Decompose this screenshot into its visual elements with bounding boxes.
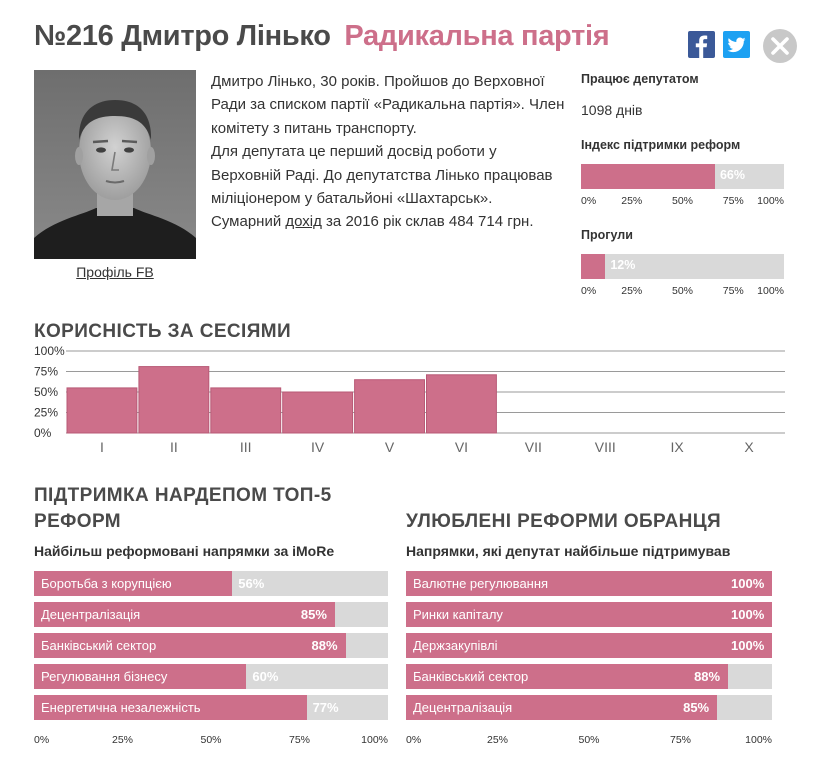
session-label: V: [384, 439, 395, 455]
axis-tick: 25%: [486, 734, 509, 746]
portrait-image: [34, 70, 196, 259]
session-label: IV: [311, 439, 325, 455]
absence-axis: [581, 285, 784, 299]
close-icon: [763, 29, 797, 63]
twitter-share-button[interactable]: [723, 31, 750, 58]
axis-tick: 75%: [669, 734, 692, 746]
top5-title: ПІДТРИМКА НАРДЕПОМ ТОП-5 РЕФОРМ: [34, 485, 332, 532]
axis-tick: 0%: [406, 734, 422, 746]
axis-tick: 25%: [111, 734, 134, 746]
income-suffix: за 2016 рік склав 484 714 грн.: [321, 213, 534, 231]
axis-tick: 75%: [722, 195, 744, 207]
reform-bar[interactable]: [34, 695, 388, 720]
session-bar[interactable]: [355, 380, 425, 433]
session-bar[interactable]: [283, 392, 353, 433]
axis-tick: 0%: [581, 285, 597, 297]
reform-bar-value: 56%: [238, 576, 265, 591]
session-label: VII: [524, 439, 542, 455]
session-label: IX: [670, 439, 684, 455]
absence-value: 12%: [610, 258, 636, 272]
deputy-name: Дмитро Лінько: [121, 20, 331, 52]
reform-bar-label: Валютне регулювання: [413, 576, 549, 591]
axis-tick: 100%: [757, 195, 784, 207]
reform-bar-value: 100%: [731, 638, 765, 653]
bio-paragraph: Дмитро Лінько, 30 років. Пройшов до Верховної Ради за списком партії «Радикальна партія». Член комітету з питань транспорту.: [211, 73, 565, 137]
reform-bar-label: Боротьба з корупцією: [41, 576, 172, 591]
absence-bar: [581, 254, 784, 279]
reform-index-fill: [581, 164, 715, 189]
reform-bar-value: 60%: [252, 669, 279, 684]
axis-tick: 0%: [34, 734, 50, 746]
y-tick-label: 25%: [34, 405, 59, 420]
reform-bar-value: 100%: [731, 576, 765, 591]
axis-tick: 50%: [200, 734, 222, 746]
reform-bar-label: Ринки капіталу: [413, 607, 503, 622]
session-bar[interactable]: [139, 367, 209, 433]
axis-tick: 75%: [288, 734, 311, 746]
facebook-icon: [688, 31, 715, 58]
reform-bar-value: 88%: [694, 669, 721, 684]
axis-tick: 0%: [581, 195, 597, 207]
session-bar[interactable]: [211, 388, 281, 433]
reform-bar[interactable]: [34, 571, 388, 596]
session-bar[interactable]: [427, 375, 497, 433]
axis-tick: 25%: [621, 195, 643, 207]
absence-label: Прогули: [581, 228, 633, 242]
reform-bar-value: 100%: [731, 607, 765, 622]
tenure-value: 1098 днів: [581, 102, 643, 118]
favorites-subtitle: Напрямки, які депутат найбільше підтримував: [406, 543, 731, 559]
income-link[interactable]: дохід: [285, 213, 322, 231]
reform-bar[interactable]: [34, 602, 388, 627]
reform-bar[interactable]: [406, 571, 772, 596]
reform-bar-value: 85%: [300, 607, 327, 622]
reform-bar-value: 85%: [683, 700, 710, 715]
favorites-axis: [406, 734, 772, 748]
bio-paragraph: Для депутата це перший досвід роботи у Верховній Раді. До депутатства Лінько працював міліціонером у батальйоні «Шахтарськ».: [211, 143, 553, 208]
sessions-title: КОРИСНІСТЬ ЗА СЕСІЯМИ: [34, 321, 292, 342]
absence-fill: [581, 254, 605, 279]
session-bar[interactable]: [67, 388, 137, 433]
facebook-share-button[interactable]: [688, 31, 715, 58]
top5-axis: [34, 734, 388, 748]
party-name: Радикальна партія: [344, 20, 610, 52]
top5-subtitle: Найбільш реформовані напрямки за iMoRe: [34, 543, 335, 559]
reform-index-label: Індекс підтримки реформ: [581, 138, 741, 152]
session-label: VIII: [594, 439, 616, 455]
reform-bar[interactable]: [406, 664, 772, 689]
twitter-icon: [723, 31, 750, 58]
axis-tick: 25%: [621, 285, 643, 297]
deputy-number: №216: [34, 20, 114, 52]
close-button[interactable]: [763, 29, 797, 63]
axis-tick: 50%: [671, 285, 694, 297]
session-label: III: [239, 439, 252, 455]
reform-index-bar: [581, 164, 784, 189]
reform-bar-label: Децентралізація: [413, 700, 513, 715]
reform-bar-label: Держзакупівлі: [413, 638, 498, 653]
reform-bar[interactable]: [406, 695, 772, 720]
reform-bar[interactable]: [34, 664, 388, 689]
y-tick-label: 50%: [34, 385, 59, 399]
income-paragraph: [211, 210, 567, 233]
axis-tick: 100%: [745, 734, 772, 746]
reform-bar[interactable]: [406, 633, 772, 658]
deputy-bio: [211, 70, 567, 234]
session-label: VI: [454, 439, 469, 455]
axis-tick: 100%: [757, 285, 784, 297]
axis-tick: 100%: [361, 734, 388, 746]
session-label: I: [100, 439, 104, 455]
y-tick-label: 100%: [34, 344, 65, 358]
axis-tick: 75%: [722, 285, 744, 297]
reform-index-value: 66%: [719, 168, 745, 182]
sessions-chart: [30, 344, 790, 458]
session-label: X: [744, 439, 754, 455]
reform-bar-value: 88%: [311, 638, 338, 653]
reform-bar-label: Банківський сектор: [41, 638, 157, 653]
reform-bar-label: Децентралізація: [41, 607, 141, 622]
session-label: II: [169, 439, 178, 455]
page-title: [34, 20, 609, 53]
facebook-profile-link[interactable]: Профіль FB: [76, 264, 154, 280]
reform-bar-label: Регулювання бізнесу: [41, 669, 168, 684]
axis-tick: 50%: [578, 734, 600, 746]
favorites-title: УЛЮБЛЕНІ РЕФОРМИ ОБРАНЦЯ: [406, 511, 722, 532]
y-tick-label: 0%: [34, 426, 52, 440]
deputy-photo: [34, 70, 196, 259]
reform-bar[interactable]: [34, 633, 388, 658]
reform-bar-value: 77%: [312, 700, 339, 715]
axis-tick: 50%: [671, 195, 694, 207]
tenure-label: Працює депутатом: [581, 72, 699, 86]
y-tick-label: 75%: [34, 364, 59, 379]
reform-index-axis: [581, 195, 784, 209]
reform-bar[interactable]: [406, 602, 772, 627]
income-prefix: Сумарний: [211, 213, 286, 231]
reform-bar-label: Енергетична незалежність: [41, 700, 201, 715]
reform-bar-label: Банківський сектор: [413, 669, 529, 684]
